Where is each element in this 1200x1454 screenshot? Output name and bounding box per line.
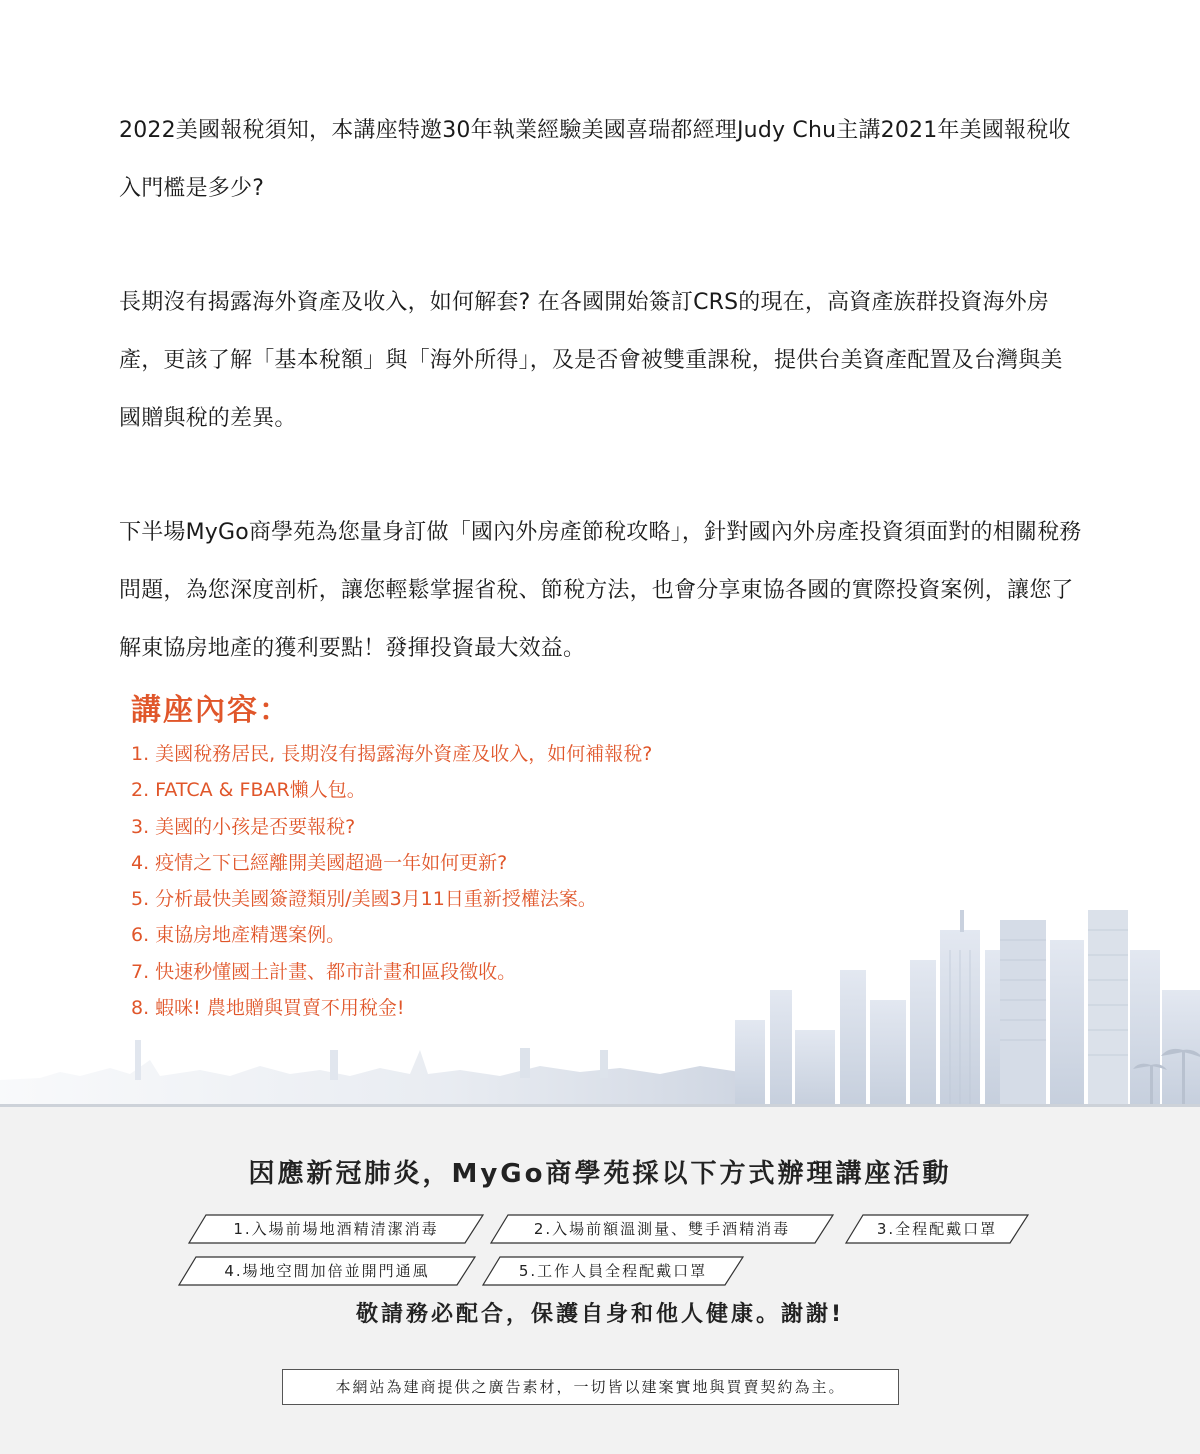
lecture-item: 1. 美國稅務居民, 長期沒有揭露海外資產及收入，如何補報稅? (131, 743, 653, 765)
measure-tag (178, 1256, 476, 1286)
measure-tag (188, 1214, 484, 1244)
measure-label: 5.工作人員全程配戴口罩 (518, 1262, 708, 1280)
measure-label: 3.全程配戴口罩 (876, 1220, 998, 1238)
lecture-item: 4. 疫情之下已經離開美國超過一年如何更新? (131, 851, 508, 874)
notice-title: 因應新冠肺炎，MyGo商學苑採以下方式辦理講座活動 (248, 1159, 952, 1189)
lecture-item: 7. 快速秒懂國土計畫、都市計畫和區段徵收。 (131, 960, 517, 983)
lecture-item: 6. 東協房地產精選案例。 (131, 924, 346, 947)
measure-label: 2.入場前額溫測量、雙手酒精消毒 (533, 1220, 791, 1238)
lecture-title: 講座內容： (131, 693, 291, 728)
intro-paragraph-3: 下半場MyGo商學苑為您量身訂做「國內外房產節稅攻略」，針對國內外房產投資須面對的相關稅務問題，為您深度剖析，讓您輕鬆掌握省稅、節稅方法，也會分享東協各國的實際投資案例，讓您了解東協房地產的獲利要點！發揮投資最大效益。 (119, 520, 1082, 661)
measure-tag (845, 1214, 1029, 1244)
measure-label: 1.入場前場地酒精清潔消毒 (233, 1220, 439, 1238)
lecture-item: 3. 美國的小孩是否要報稅? (131, 815, 356, 838)
measure-tag (482, 1256, 744, 1286)
closing-message: 敬請務必配合，保護自身和他人健康。謝謝! (355, 1302, 845, 1327)
lecture-item: 8. 蝦咪! 農地贈與買賣不用稅金! (131, 997, 405, 1020)
disclaimer-box: 本網站為建商提供之廣告素材，一切皆以建案實地與買賣契約為主。 (282, 1369, 899, 1405)
intro-paragraph-1: 2022美國報稅須知，本講座特邀30年執業經驗美國喜瑞都經理Judy Chu主講2021年美國報稅收入門檻是多少? (119, 118, 1071, 201)
city-skyline-illustration (0, 900, 1200, 1106)
lecture-item: 5. 分析最快美國簽證類別/美國3月11日重新授權法案。 (131, 888, 597, 911)
measure-tag (490, 1214, 834, 1244)
measure-label: 4.場地空間加倍並開門通風 (224, 1262, 430, 1280)
covid-notice-section (0, 1104, 1200, 1454)
intro-text (119, 102, 1084, 678)
lecture-item: 2. FATCA & FBAR懶人包。 (131, 779, 366, 802)
intro-paragraph-2: 長期沒有揭露海外資產及收入，如何解套? 在各國開始簽訂CRS的現在，高資產族群投資海外房產，更該了解「基本稅額」與「海外所得」，及是否會被雙重課稅，提供台美資產配置及台灣與美國贈與稅的差異。 (119, 290, 1063, 431)
